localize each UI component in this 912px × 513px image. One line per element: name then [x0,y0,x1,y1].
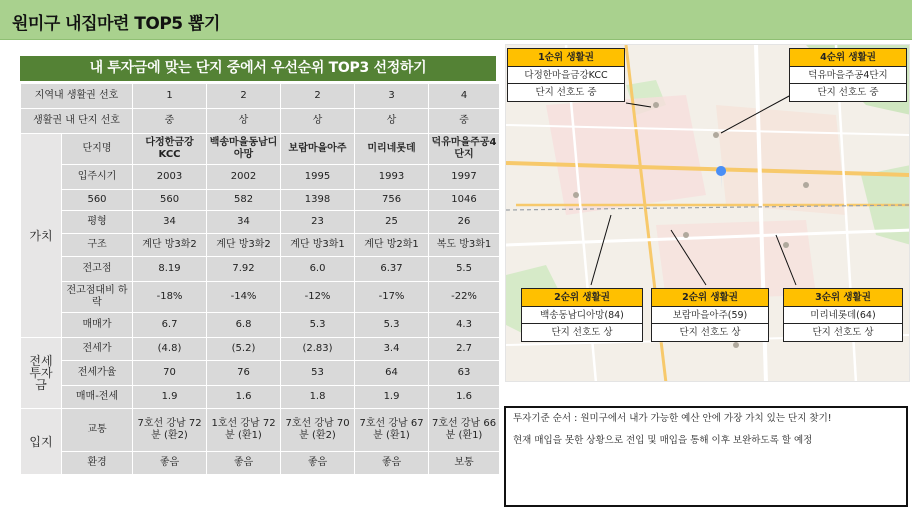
callout-head: 4순위 생활권 [789,48,907,66]
table-cell: 7호선 강남 67분 (환1) [355,409,428,451]
callout-head: 2순위 생활권 [521,288,643,306]
table-cell: 26 [429,211,499,233]
table-row [21,84,499,108]
table-cell: 4.3 [429,313,499,337]
callout-head: 3순위 생활권 [783,288,903,306]
callout-pref: 단지 선호도 중 [507,84,625,102]
table-cell: 좋음 [133,452,206,474]
table-row [21,313,499,337]
table-cell: 좋음 [281,452,354,474]
table-cell: 34 [207,211,280,233]
comparison-table [20,83,500,475]
table-cell: 76 [207,361,280,385]
table-cell: 3 [355,84,428,108]
table-cell: 복도 방3화1 [429,234,499,256]
category-label: 가치 [21,134,61,337]
table-row [21,211,499,233]
callout-rank1 [507,48,625,102]
table-cell: 5.3 [281,313,354,337]
table-cell: (4.8) [133,338,206,360]
table-cell: 상 [207,109,280,133]
table-cell: 1.6 [207,386,280,408]
row-label: 구조 [62,234,132,256]
table-cell: 25 [355,211,428,233]
table-cell: (5.2) [207,338,280,360]
table-cell: 560 [133,190,206,210]
table-row [21,361,499,385]
callout-rank2a [521,288,643,342]
table-cell: 5.5 [429,257,499,281]
table-cell: 2002 [207,165,280,189]
callout-complex: 백송동남디아망(84) [521,306,643,324]
table-row [21,386,499,408]
row-label: 생활권 내 단지 선호 [21,109,132,133]
table-cell: 1046 [429,190,499,210]
table-cell: 6.7 [133,313,206,337]
table-cell: 1.6 [429,386,499,408]
table-cell: 계단 방3화2 [207,234,280,256]
table-cell: 미리네롯데 [355,134,428,164]
area-map[interactable] [505,44,910,382]
table-cell: 70 [133,361,206,385]
table-cell: 6.37 [355,257,428,281]
callout-pref: 단지 선호도 상 [521,324,643,342]
table-cell: 계단 방3화2 [133,234,206,256]
row-label: 지역내 생활권 선호 [21,84,132,108]
row-label: 전고점 [62,257,132,281]
row-label: 전세가율 [62,361,132,385]
table-row [21,190,499,210]
table-cell: 다정한금강KCC [133,134,206,164]
table-cell: 1.8 [281,386,354,408]
page-title: 원미구 내집마련 TOP5 뽑기 [12,14,220,34]
callout-pref: 단지 선호도 중 [789,84,907,102]
callout-rank4 [789,48,907,102]
table-title: 내 투자금에 맞는 단지 중에서 우선순위 TOP3 선정하기 [20,56,496,81]
callout-complex: 덕유마을주공4단지 [789,66,907,84]
table-cell: 보통 [429,452,499,474]
table-cell: 63 [429,361,499,385]
table-row [21,257,499,281]
table-cell: 7호선 강남 66분 (환1) [429,409,499,451]
table-cell: 1.9 [133,386,206,408]
table-row [21,234,499,256]
table-cell: 2.7 [429,338,499,360]
table-cell: 64 [355,361,428,385]
row-label: 환경 [62,452,132,474]
table-cell: 1.9 [355,386,428,408]
callout-head: 1순위 생활권 [507,48,625,66]
callout-complex: 보람마을아주(59) [651,306,769,324]
table-row [21,134,499,164]
callout-rank2b [651,288,769,342]
table-cell: 6.8 [207,313,280,337]
table-cell: 8.19 [133,257,206,281]
table-cell: 1997 [429,165,499,189]
row-label: 전고점대비 하락 [62,282,132,312]
row-label: 평형 [62,211,132,233]
row-label: 단지명 [62,134,132,164]
table-cell: 덕유마을주공4단지 [429,134,499,164]
table-row [21,338,499,360]
table-cell: 756 [355,190,428,210]
table-cell: 중 [429,109,499,133]
table-cell: (2.83) [281,338,354,360]
table-cell: 53 [281,361,354,385]
row-label: 교통 [62,409,132,451]
category-label: 입지 [21,409,61,474]
table-cell: 4 [429,84,499,108]
table-cell: 보람마을아주 [281,134,354,164]
table-cell: -22% [429,282,499,312]
table-row [21,282,499,312]
table-cell: 2 [281,84,354,108]
callout-rank3 [783,288,903,342]
row-label: 전세가 [62,338,132,360]
table-cell: 좋음 [207,452,280,474]
callout-pref: 단지 선호도 상 [783,324,903,342]
table-cell: -18% [133,282,206,312]
table-cell: 2 [207,84,280,108]
note-line: 현재 매입을 못한 상황으로 전입 및 매입을 통해 이후 보완하도록 할 예정 [513,435,813,446]
investment-note [504,406,908,507]
table-cell: 5.3 [355,313,428,337]
table-cell: 6.0 [281,257,354,281]
table-cell: 3.4 [355,338,428,360]
row-label: 입주시기 [62,165,132,189]
table-cell: 백송마을동남디아망 [207,134,280,164]
table-cell: 1993 [355,165,428,189]
callout-pref: 단지 선호도 상 [651,324,769,342]
table-cell: -12% [281,282,354,312]
row-label: 매매-전세 [62,386,132,408]
table-cell: 34 [133,211,206,233]
callout-complex: 미리네롯데(64) [783,306,903,324]
row-label: 매매가 [62,313,132,337]
table-row [21,109,499,133]
table-cell: 1995 [281,165,354,189]
table-cell: 계단 방2화1 [355,234,428,256]
table-cell: 좋음 [355,452,428,474]
table-cell: 7호선 강남 72분 (환2) [133,409,206,451]
note-line: 투자기준 순서 : 원미구에서 내가 가능한 예산 안에 가장 가치 있는 단지 찾기! [513,413,832,424]
table-cell: 1호선 강남 72분 (환1) [207,409,280,451]
category-label: 전세 투자 금 [21,338,61,408]
table-cell: 상 [281,109,354,133]
callout-complex: 다정한마을금강KCC [507,66,625,84]
table-cell: 상 [355,109,428,133]
table-cell: 582 [207,190,280,210]
table-cell: 계단 방3화1 [281,234,354,256]
row-label: 560 [62,190,132,210]
table-cell: 1 [133,84,206,108]
table-cell: 1398 [281,190,354,210]
table-cell: -14% [207,282,280,312]
table-row [21,409,499,451]
table-cell: 7.92 [207,257,280,281]
table-row [21,452,499,474]
table-cell: 23 [281,211,354,233]
table-row [21,165,499,189]
callout-head: 2순위 생활권 [651,288,769,306]
table-cell: 2003 [133,165,206,189]
table-cell: 중 [133,109,206,133]
table-cell: -17% [355,282,428,312]
table-cell: 7호선 강남 70분 (환2) [281,409,354,451]
